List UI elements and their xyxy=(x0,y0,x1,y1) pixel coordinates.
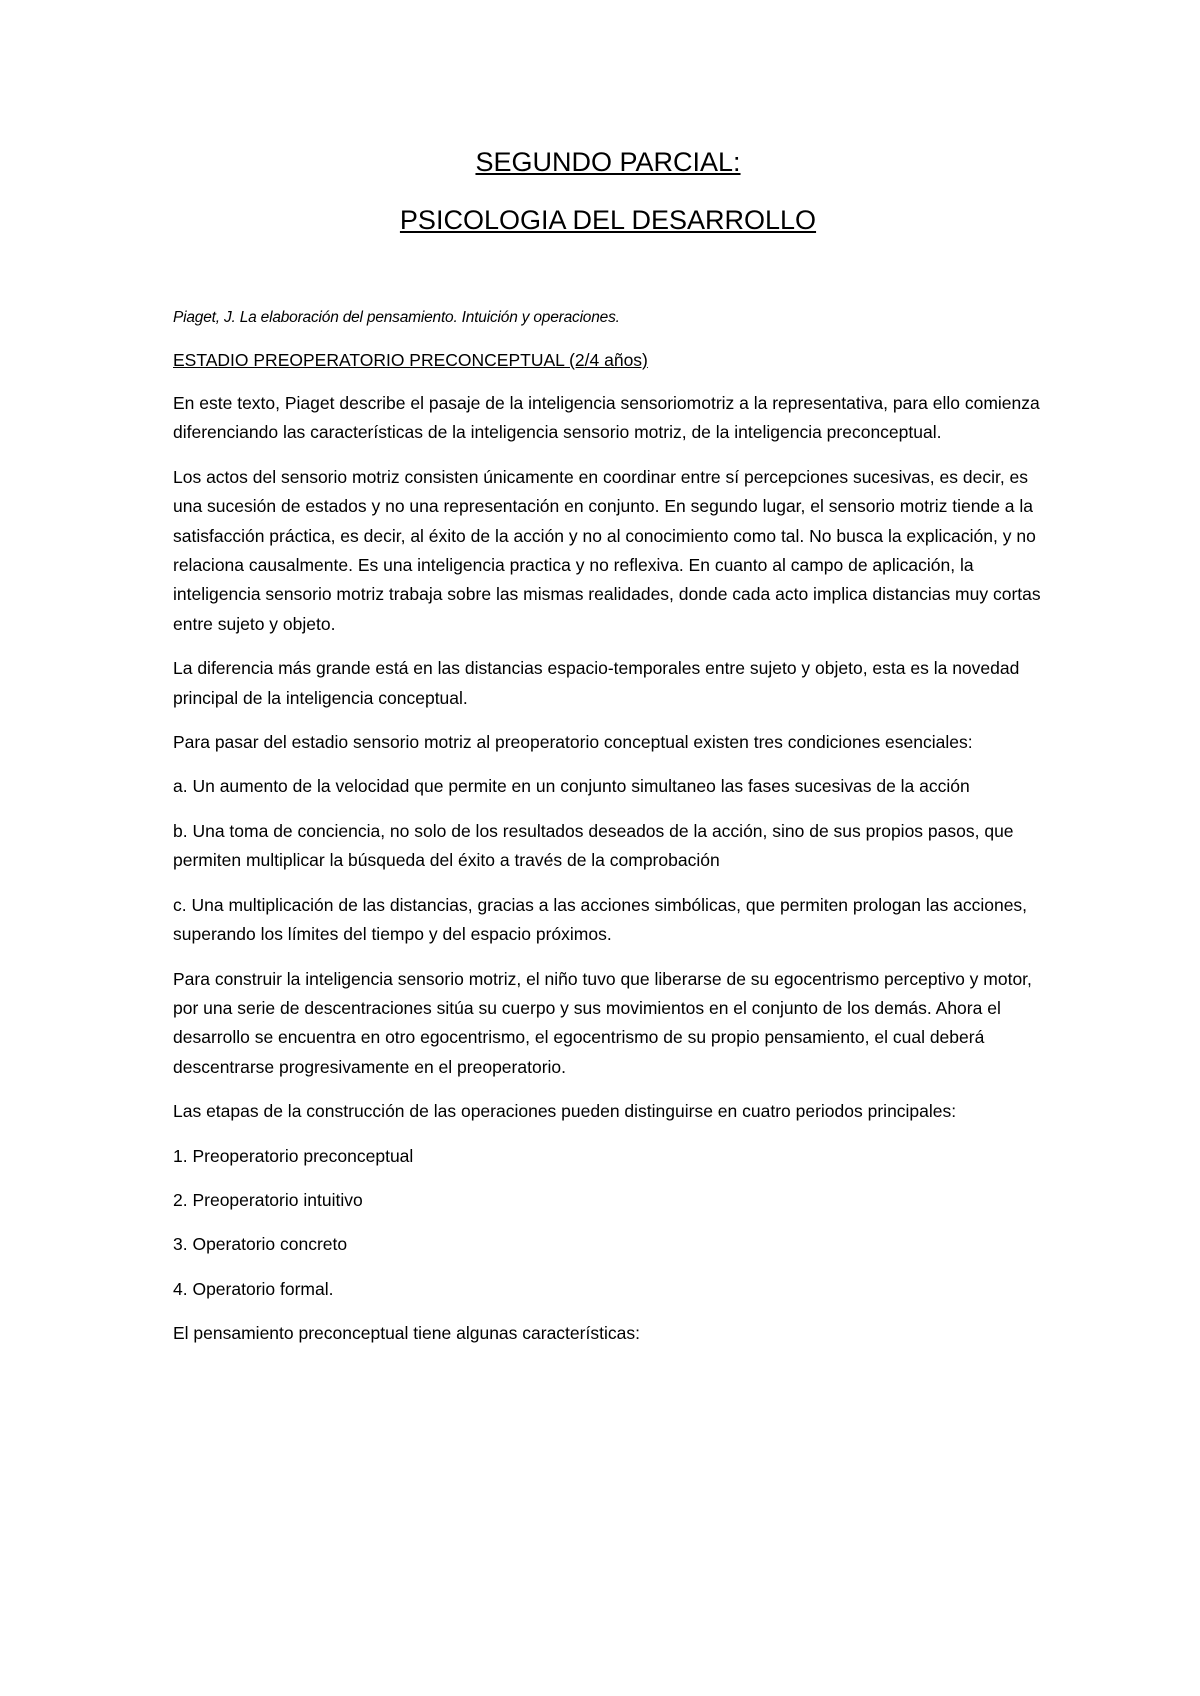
document-title: SEGUNDO PARCIAL: xyxy=(475,147,741,177)
paragraph-closing: El pensamiento preconceptual tiene algunas características: xyxy=(173,1323,640,1344)
document-body xyxy=(173,145,1043,1349)
paragraph-diferencia: La diferencia más grande está en las distancias espacio-temporales entre sujeto y objeto, esta es la novedad principal de la inteligencia conceptual. xyxy=(173,658,1020,708)
stage-item: 4. Operatorio formal. xyxy=(173,1278,334,1299)
paragraph-egocentrismo: Para construir la inteligencia sensorio motriz, el niño tuvo que liberarse de su egocentrismo perceptivo y motor, por una serie de descentraciones sitúa su cuerpo y sus movimientos en el conjunto de los demás. Ahora el desarrollo se encuentra en otro egocentrismo, el egocentrismo de su propio pensamiento, el cual deberá descentrarse progresivamente en el preoperatorio. xyxy=(173,968,1032,1077)
stage-item: 3. Operatorio concreto xyxy=(173,1234,348,1255)
stage-item: 1. Preoperatorio preconceptual xyxy=(173,1145,414,1166)
paragraph-condiciones: Para pasar del estadio sensorio motriz al preoperatorio conceptual existen tres condiciones esenciales: xyxy=(173,732,973,753)
condition-c: c. Una multiplicación de las distancias, gracias a las acciones simbólicas, que permiten prologan las acciones, superando los límites del tiempo y del espacio próximos. xyxy=(173,894,1028,945)
paragraph-etapas: Las etapas de la construcción de las operaciones pueden distinguirse en cuatro periodos principales: xyxy=(173,1101,957,1122)
stage-item: 2. Preoperatorio intuitivo xyxy=(173,1189,363,1210)
condition-b: b. Una toma de conciencia, no solo de los resultados deseados de la acción, sino de sus propios pasos, que permiten multiplicar la búsqueda del éxito a través de la comprobación xyxy=(173,820,1014,871)
paragraph-intro: En este texto, Piaget describe el pasaje de la inteligencia sensoriomotriz a la representativa, para ello comienza diferenciando las características de la inteligencia sensorio motriz, de la inteligencia preconceptual. xyxy=(173,393,1040,443)
section-heading: ESTADIO PREOPERATORIO PRECONCEPTUAL (2/4 años) xyxy=(173,350,648,370)
citation: Piaget, J. La elaboración del pensamiento. Intuición y operaciones. xyxy=(173,309,620,326)
document-subtitle: PSICOLOGIA DEL DESARROLLO xyxy=(399,205,817,235)
paragraph-sensorio-motriz: Los actos del sensorio motriz consisten únicamente en coordinar entre sí percepciones sucesivas, es decir, es una sucesión de estados y no una representación en conjunto. En segundo lugar, el sensorio motriz tiende a la satisfacción práctica, es decir, al éxito de la acción y no al conocimiento como tal. No busca la explicación, y no relaciona causalmente. Es una inteligencia practica y no reflexiva. En cuanto al campo de aplicación, la inteligencia sensorio motriz trabaja sobre las mismas realidades, donde cada acto implica distancias muy cortas entre sujeto y objeto. xyxy=(173,466,1041,634)
condition-a: a. Un aumento de la velocidad que permite en un conjunto simultaneo las fases sucesivas de la acción xyxy=(173,776,970,797)
